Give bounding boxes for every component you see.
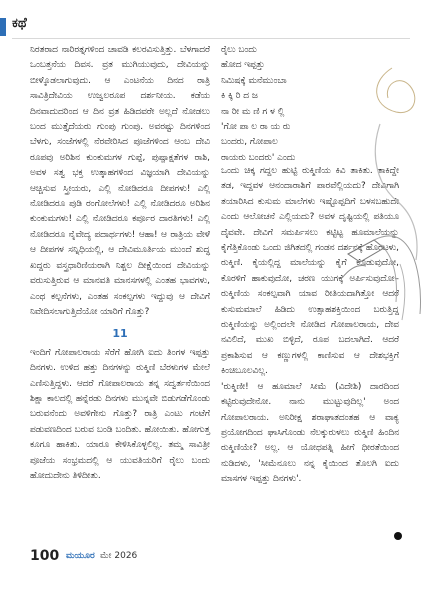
story-line: ನಾ ರೀ ಮ ಣಿ ಗ ಳ ಲ್ಲಿ bbox=[221, 106, 285, 117]
story-line: ರೈಲು ಬಂದು bbox=[221, 45, 257, 55]
story-paragraph: ಒಂದು ಚಿಕ್ಕ ಗದ್ದಲ ಹುಟ್ಟಿ ರುಕ್ಮಿಣಿಯ ಕಿವಿ ತಾಕಿತು. ತಾಕಿದ್ದೇ ತಡ, ಇದ್ದವಳ ಆನಂದಾರಾಶಿಗೆ ಪಾರವೆಲ್ಲಿಯದು? ದೇವಿಗಾಗಿ ತಯಾರಿಸಿದ ಕುಸುಮ ಮಾಲೆಗಳು ಇಷ್ಟೊಪ್ಪದಿಗೆ ಬಳಸಬಹುದೇ ಎಂದು ಆಲೋಚನೆ ಎಲ್ಲಿಯದು? ಅವಳ ದೃಷ್ಟಿಯಲ್ಲಿ ಪತಿಯೂ ದೈವವೇ. ದೇವಿಗೆ ಸಮರ್ಪಿಸಲು ಕಟ್ಟಿಟ್ಟ ಹೂಮಾಲೆಯನ್ನು ಕೈಗೆತ್ತಿಕೊಂಡು ಒಂದು ಜಿಗಿತದಲ್ಲಿ ಗಂಡನ ದರ್ಶನಕ್ಕೆ ಹೊರಟಳು, ರುಕ್ಮಿಣಿ. ಕೈಯಲ್ಲಿದ್ದ ಮಾಲೆಯನ್ನು ಕೈಗೆ ಕೊಡುವುದೋ, ಕೊರಳಿಗೆ ಹಾಕುವುದೋ, ಚರಣ ಯುಗಕ್ಕೆ ಅರ್ಪಿಸುವುದೋ–ರುಕ್ಮಿಣಿಯ ಸಂಕಲ್ಪವಾಗಿ ಯಾವ ರೀತಿಯದಾಗಿತ್ತೋ ಆದರೆ ಕುಸುಮಮಾಲೆ ಹಿಡಿದು ಉತ್ಸಾಹಶಕ್ತಿಯಿಂದ ಬರುತ್ತಿದ್ದ ರುಕ್ಮಿಣಿಯನ್ನು ಅಲ್ಲಿಂದಲೇ ನೋಡಿದ ಗೋಪಾಲರಾಯ, ದೇವ ನವಿಲಿದೆ, ಮುಖ ಬಿಳ್ಳಿದೆ, ರೂಪ ಬದಲಾಗಿದೆ. ಆದರೆ ಪ್ರಕಾಶಿಸುವ ಆ ಕಣ್ಣುಗಳಲ್ಲಿ ಕಾಣಿಸುವ ಆ ದೇಶಭಕ್ತಿಗೆ ಕಿಂಚಿಬೂಲವಿಲ್ಲ. bbox=[221, 166, 399, 377]
story-paragraph: ನಿರತರಾದ ನಾರಿರತ್ನಗಳಿಂದ ಚಾವಡಿ ಕಲರವಿಸುತ್ತಿತ್ತು. ಬೆಳಗಾದರೆ ಒಂಬತ್ತನೆಯ ದಿವಸ. ವ್ರತ ಮುಗಿಯುವುದು, ದೇವಿಯನ್ನು ಬೀಳ್ಕೊಡಲಾಗುವುದು. ಆ ಎಂಟನೆಯ ದಿನದ ರಾತ್ರಿ ಸಾವಿತ್ರಿದೇವಿಯ ಉಜ್ವಲರೂಪ ದರ್ಶನೀಯ. ಕಡೆಯ ದಿನವಾದುದರಿಂದ ಆ ದಿನ ವ್ರತ ಹಿಡಿದವರೇ ಅಲ್ಲದೆ ನೋಡಲು ಬಂದ ಮುತ್ತೈದೆಯರು ಗುಂಪು ಗುಂಪು. ಅವರಷ್ಟು ದಿನಗಳಿಂದ ಬೆಳಗು, ಸಂಜೆಗಳಲ್ಲಿ ನೆರವೇರಿಸಿದ ಪೂಜೆಗಳಿಂದ ಆಂಬ ದೇವಿ ರೂಪವು ಅರಿಶಿನ ಕುಂಕುಮಗಳ ಗುಪ್ಪೆ, ಪುಷ್ಪಾಕ್ಷತೆಗಳ ರಾಶಿ, ಅವಳ ಸತ್ವ ಭಕ್ತ ಉತ್ಕಾಹಗಳಿಂದ ವಿಜ್ಞಯಾಗಿ ದೇವಿಯನ್ನು ಆಚ್ಚಿಸುವ ಸ್ತ್ರೀಯರು, ಎಲ್ಲಿ ನೋಡಿದರೂ ದೀಪಗಳು! ಎಲ್ಲಿ ನೋಡಿದರೂ ಪುಡಿ ರಂಗೋಲೆಗಳು! ಎಲ್ಲಿ ನೋಡಿದರೂ ಅರಿಶಿನ ಕುಂಕುಮಗಳು! ಎಲ್ಲಿ ನೋಡಿದರೂ ಕರ್ಪೂರ ದಾರತಿಗಳು! ಎಲ್ಲಿ ನೋಡಿದರೂ ನೈವೇದ್ಯ ಪದಾರ್ಥಗಳು! ಆಹಾ! ಆ ರಾತ್ರಿಯ ವೇಳೆ ಆ ದೀಪಗಳ ಸನ್ನಿಧಿಯಲ್ಲಿ, ಆ ದೇವಿಮೂರ್ತಿಯ ಮುಂದೆ ಶುದ್ಧ ಖದ್ದರು ವಸ್ತ್ರಧಾರಿಣಿಯರಾಗಿ ನಿಶ್ಚಲ ದೀಕ್ಷೆಯಿಂದ ದೇವಿಯನ್ನು ವರುಸುತ್ತಿರುವ ಆ ಮಾನವತಿ ಮಾನಸಗಳಲ್ಲಿ ಎಂತಹ ಭಾವಗಳು, ಎಂಥ ಕಲ್ಪನೆಗಳು, ಎಂತಹ ಸಂಕಲ್ಪಗಳು ಇದ್ದುವು ಆ ದೇವಿಗೆ ನಿವೇದಿಸಲಾಗುತ್ತಿದೆಯೋ ಯಾರಿಗೆ ಗೊತ್ತು? bbox=[30, 45, 210, 317]
column-left bbox=[30, 43, 210, 484]
story-end-marker bbox=[394, 532, 402, 540]
story-line: ಹೋದ ಇಪ್ಪತ್ತು bbox=[221, 60, 265, 71]
header-divider bbox=[12, 38, 410, 39]
section-tab bbox=[0, 14, 66, 38]
line-sketch-illustration bbox=[340, 64, 422, 334]
issue-date: ಮೇ 2026 bbox=[100, 551, 138, 561]
chapter-number: 11 bbox=[112, 327, 128, 341]
magazine-name: ಮಯೂರ bbox=[66, 551, 95, 561]
story-line: ನಿಮಿಷಕ್ಕೆ ಮನೆಮುಂಬಾ bbox=[221, 75, 287, 86]
page-footer bbox=[30, 548, 230, 568]
story-line: ಕಿ ಕ್ಕಿ ರಿ ದ ಜ bbox=[221, 91, 258, 102]
story-line: 'ಗೋ ಪಾ ಲ ರಾ ಯ ರು bbox=[221, 122, 291, 133]
section-label: ಕಥೆ bbox=[12, 16, 27, 31]
column-right-top bbox=[221, 43, 347, 166]
page-number: 100 bbox=[30, 548, 60, 564]
page-header bbox=[0, 0, 422, 36]
story-line: ಬಂದರು, ಗೋಪಾಲ bbox=[221, 137, 278, 148]
section-accent-bar bbox=[0, 18, 6, 36]
story-paragraph: 'ರುಕ್ಮಿಣೀ! ಆ ಹೂಮಾಲೆ ಸೀಮೆ (ವಿದೇಶಿ) ದಾರದಿಂದ ಕಟ್ಟಿರುವುದೇನೋ. ನಾನು ಮುಟ್ಟುವುದಿಲ್ಲ' ಅಂದ ಗೋಪಾಲರಾಯ. ಅನಿರೀಕ್ಷ ಶರಾಘಾತದಂತಹ ಆ ವಾಕ್ಯ ಪ್ರಯೋಗದಿಂದ ಘಾಸಿಗೊಂಡು ನೆಲಕ್ಕುರುಳಲು ರುಕ್ಮಿಣಿ ಹಿಂದಿನ ರುಕ್ಮಿಣಿಯೇ? ಅಲ್ಲ. ಆ ಯೋಧಪತ್ನಿ ಹೀಗೆ ಧೀರತೆಯಿಂದ ನುಡಿದಳು, 'ಸೀಮೆನೂಲು ನನ್ನ ಕೈಯಿಂದ ತೊಲಗಿ ಐದು ಮಾಸಗಳ ಇಪ್ಪತ್ತು ದಿನಗಳು'. bbox=[221, 381, 399, 485]
story-paragraph: ಇಂದಿಗೆ ಗೋಪಾಲರಾಯ ಸೆರೆಗೆ ಹೋಗಿ ಐದು ತಿಂಗಳ ಇಪ್ಪತ್ತು ದಿನಗಳು. ಉಳಿದ ಹತ್ತು ದಿನಗಳನ್ನು ರುಕ್ಮಿಣಿ ಬೆರಳುಗಳ ಮೇಲೆ ಎಣಿಸುತ್ತಿದ್ದಳು. ಆದರೆ ಗೋಪಾಲರಾಯ ತನ್ನ ಸದ್ವರ್ತನೆಯಿಂದ ಶಿಕ್ಷಾ ಕಾಲದಲ್ಲಿ ಹನ್ನೆರಡು ದಿನಗಳು ಮುನ್ನವೇ ಬಿಡುಗಡೆಗೊಂಡು ಬರುವನೆಂದು ಅವಳಿಗೇನು ಗೊತ್ತು? ರಾತ್ರಿ ಎಂಟು ಗಂಟೆಗೆ ಪಡುವಣದಿಂದ ಬರುವ ಬಂಡಿ ಬಂದಿತು. ಹೋಯಿತು. ಹೋಗುತ್ತ ಕೂಗೂ ಹಾಕಿತು. ಯಾರೂ ಕೇಳಿಸಿಕೊಳ್ಳಲಿಲ್ಲ. ತಮ್ಮ ಸಾವಿತ್ರೀ ಪೂಜೆಯ ಸಂಭ್ರಮದಲ್ಲಿ ಆ ಯುವತಿಯರಿಗೆ ರೈಲು ಬಂದು ಹೋದುದೇನು ತಿಳಿದೀತು. bbox=[30, 347, 210, 481]
story-line: ರಾಯರು ಬಂದರು' ಎಂದು bbox=[221, 152, 296, 163]
